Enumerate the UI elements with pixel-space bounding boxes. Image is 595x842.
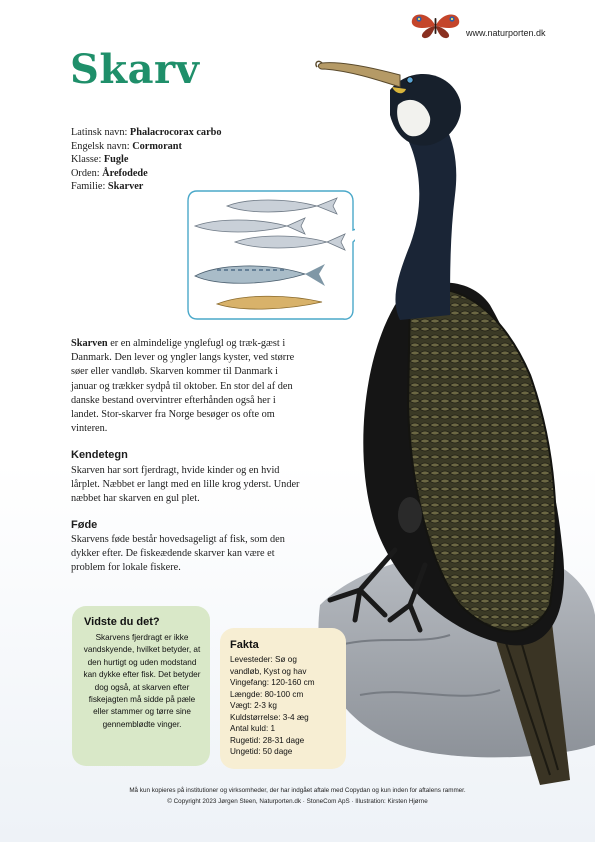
facts-item: Længde: 80-100 cm [230,689,304,699]
intro-paragraph: Skarven er en almindelige ynglefugl og træk-gæst i Danmark. Den lever og yngler langs kyster, ved større søer eller vandløb. Skarven kommer til Danmark i januar og trækker sydpå til oktober. En stor del af den danske bestand overvintrer efterhånden også her i landet. Stor-skarver fra Norge besøger os ofte om vinteren. [71,338,295,435]
facts-item: Kuldstørrelse: 3-4 æg [230,712,309,722]
facts-item: Levesteder: Sø og [230,655,297,664]
fode-heading: Føde [71,519,98,531]
facts-item: Vægt: 2-3 kg [230,701,277,710]
kendetegn-paragraph: Skarven har sort fjerdragt, hvide kinder og en hvid lårplet. Næbbet er langt med en lille krog yderst. Under næbbet har skarven en gul plet. [71,465,300,505]
facts-item: Rugetid: 28-31 dage [230,735,305,745]
fode-paragraph: Skarvens føde består hovedsageligt af fisk, som den dykker efter. De fiskeædende skarver kan være et problem for lokale fiskere. [71,534,285,574]
info-order: Orden: Årefodede [71,167,148,179]
facts-box [220,628,346,769]
did-you-know-text: Skarvens fjerdragt er ikke vandskyende, hvilket betyder, at den hurtigt og uden modstand kan dykke efter fisk. Det betyder dog også, at skarven efter fiskejagten må sidde på pæle eller stammer og tørre sine gennemblødte vinger. [83,633,201,729]
facts-item: Antal kuld: 1 [230,724,276,733]
site-url[interactable]: www.naturporten.dk [466,28,546,38]
info-english: Engelsk navn: Cormorant [71,140,182,152]
did-you-know-heading: Vidste du det? [84,616,160,628]
facts-item: vandløb, Kyst og hav [230,666,307,676]
info-family: Familie: Skarver [71,181,144,193]
species-info [71,126,222,194]
info-class: Klasse: Fugle [71,154,129,166]
facts-item: Vingefang: 120-160 cm [230,678,315,687]
facts-list [230,654,344,758]
info-latin: Latinsk navn: Phalacrocorax carbo [71,127,222,138]
facts-heading: Fakta [230,639,259,651]
page-title: Skarv [70,46,200,93]
butterfly-icon [408,10,463,40]
copyright-line: © Copyright 2023 Jørgen Steen, Naturporten.dk · StoneCom ApS · Illustration: Kirsten Hjørne [167,798,428,805]
copy-notice: Må kun kopieres på institutioner og virksomheder, der har indgået aftale med Copydan og kun inden for aftalens rammer. [129,787,466,794]
facts-item: Ungetid: 50 dage [230,747,293,756]
fish-bubble-illustration [187,190,355,320]
kendetegn-heading: Kendetegn [71,449,128,461]
did-you-know-box [72,606,210,766]
